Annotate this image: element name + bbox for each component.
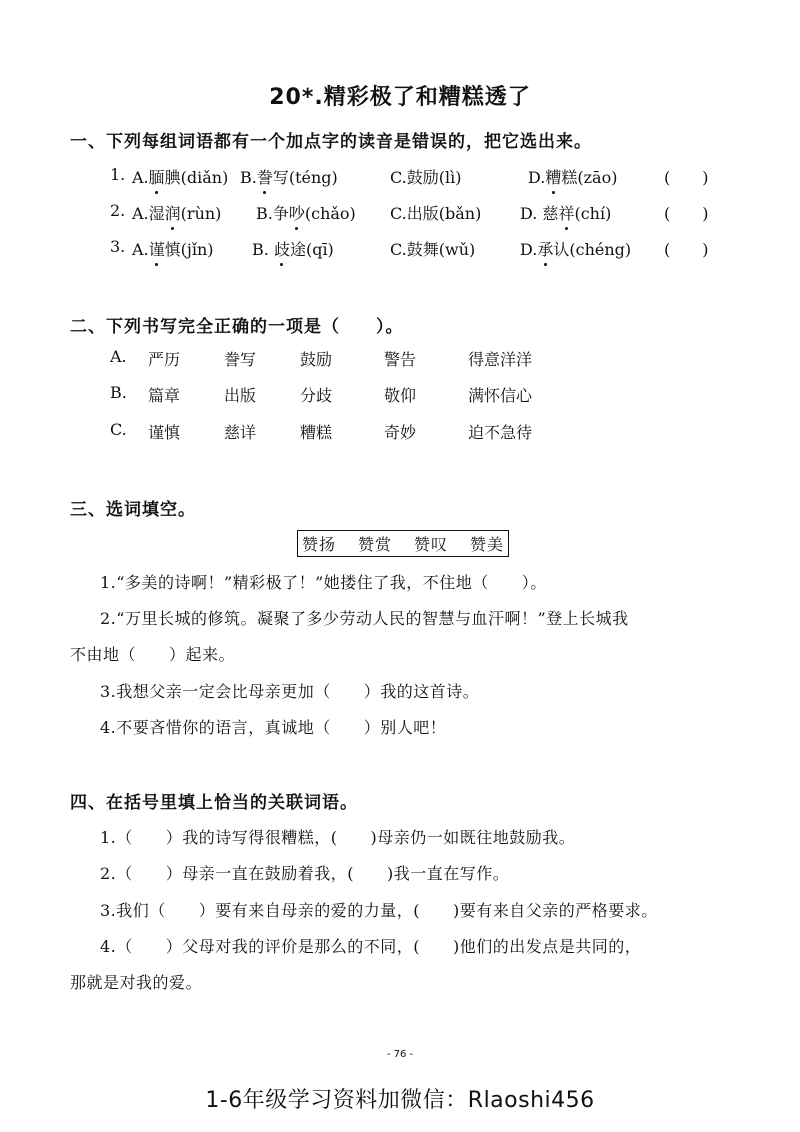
word: 出版 — [224, 386, 257, 405]
option-c: C.鼓舞(wǔ) — [390, 240, 476, 259]
option-d: D. 慈祥(chí) — [520, 201, 611, 224]
s3-question-2: 2.“万里长城的修筑。凝聚了多少劳动人民的智慧与血汗啊！”登上长城我 — [100, 609, 629, 628]
word-bank-box — [297, 530, 509, 557]
option-c: C.出版(bǎn) — [390, 204, 482, 223]
word-bank-item: 赞赏 — [358, 535, 393, 554]
option-b: B. 歧途(qī) — [252, 237, 334, 260]
word: 迫不急待 — [468, 423, 533, 442]
word-bank-item: 赞扬 — [302, 535, 337, 554]
page-number: - 76 - — [386, 1049, 414, 1060]
s1-question-2 — [110, 201, 740, 231]
dotted-char: 祥 — [558, 201, 574, 224]
answer-blank[interactable]: ( ) — [664, 168, 709, 187]
option-c: C.鼓励(lì) — [390, 168, 462, 187]
option-a: A.腼腆(diǎn) — [132, 165, 228, 188]
word-bank-item: 赞叹 — [414, 535, 449, 554]
word: 谨慎 — [148, 423, 181, 442]
word: 鼓励 — [300, 350, 333, 369]
dotted-char: 谨 — [149, 237, 165, 260]
s4-question-1: 1.（ ）我的诗写得很糟糕，( )母亲仍一如既往地鼓励我。 — [100, 828, 576, 847]
option-a: A.湿润(rùn) — [132, 201, 221, 224]
option-label: C. — [110, 420, 127, 439]
dotted-char: 承 — [537, 237, 553, 260]
option-a: A.谨慎(jǐn) — [132, 237, 214, 260]
dotted-char: 吵 — [289, 201, 305, 224]
s2-option-c — [110, 420, 570, 450]
dotted-char: 糟 — [545, 165, 561, 188]
dotted-char: 歧 — [274, 237, 290, 260]
word: 篇章 — [148, 386, 181, 405]
answer-blank[interactable]: ( ) — [664, 204, 709, 223]
s2-option-b — [110, 383, 570, 413]
option-d: D.糟糕(zāo) — [528, 165, 617, 188]
word: 敬仰 — [384, 386, 417, 405]
s4-question-2: 2.（ ）母亲一直在鼓励着我，( )我一直在写作。 — [100, 864, 510, 883]
word-bank-item: 赞美 — [470, 535, 505, 554]
s1-question-1 — [110, 165, 740, 195]
question-number: 2. — [110, 201, 126, 220]
word: 警告 — [384, 350, 417, 369]
s3-question-1: 1.“多美的诗啊！”精彩极了！”她搂住了我，不住地（ ）。 — [100, 573, 547, 592]
page-title: 20*.精彩极了和糟糕透了 — [269, 85, 531, 110]
s4-question-3: 3.我们（ ）要有来自母亲的爱的力量，( )要有来自父亲的严格要求。 — [100, 901, 658, 920]
s4-question-4: 4.（ ）父母对我的评价是那么的不同，( )他们的出发点是共同的， — [100, 937, 642, 956]
footer-contact: 1-6年级学习资料加微信：Rlaoshi456 — [205, 1088, 595, 1113]
option-b: B.誊写(téng) — [240, 165, 338, 188]
word: 得意洋洋 — [468, 350, 533, 369]
word: 满怀信心 — [468, 386, 533, 405]
section4-heading: 四、在括号里填上恰当的关联词语。 — [70, 793, 358, 813]
option-d: D.承认(chéng) — [520, 237, 631, 260]
word: 分歧 — [300, 386, 333, 405]
word: 糟糕 — [300, 423, 333, 442]
dotted-char: 誊 — [257, 165, 273, 188]
word: 严历 — [148, 350, 181, 369]
section1-heading: 一、下列每组词语都有一个加点字的读音是错误的，把它选出来。 — [70, 132, 592, 152]
word: 誊写 — [224, 350, 257, 369]
s2-option-a — [110, 347, 570, 377]
word: 奇妙 — [384, 423, 417, 442]
option-label: B. — [110, 383, 127, 402]
option-b: B.争吵(chǎo) — [256, 201, 356, 224]
section2-heading: 二、下列书写完全正确的一项是（ ）。 — [70, 317, 404, 337]
question-number: 3. — [110, 237, 126, 256]
word: 慈详 — [224, 423, 257, 442]
dotted-char: 腼 — [149, 165, 165, 188]
s3-question-2-continued: 不由地（ ）起来。 — [70, 645, 236, 664]
section3-heading: 三、选词填空。 — [70, 500, 196, 520]
s1-question-3 — [110, 237, 740, 267]
s3-question-4: 4.不要吝惜你的语言，真诚地（ ）别人吧！ — [100, 718, 447, 737]
dotted-char: 润 — [165, 201, 181, 224]
option-label: A. — [110, 347, 127, 366]
answer-blank[interactable]: ( ) — [664, 240, 709, 259]
s3-question-3: 3.我想父亲一定会比母亲更加（ ）我的这首诗。 — [100, 682, 480, 701]
s4-question-4-continued: 那就是对我的爱。 — [70, 973, 203, 992]
question-number: 1. — [110, 165, 126, 184]
